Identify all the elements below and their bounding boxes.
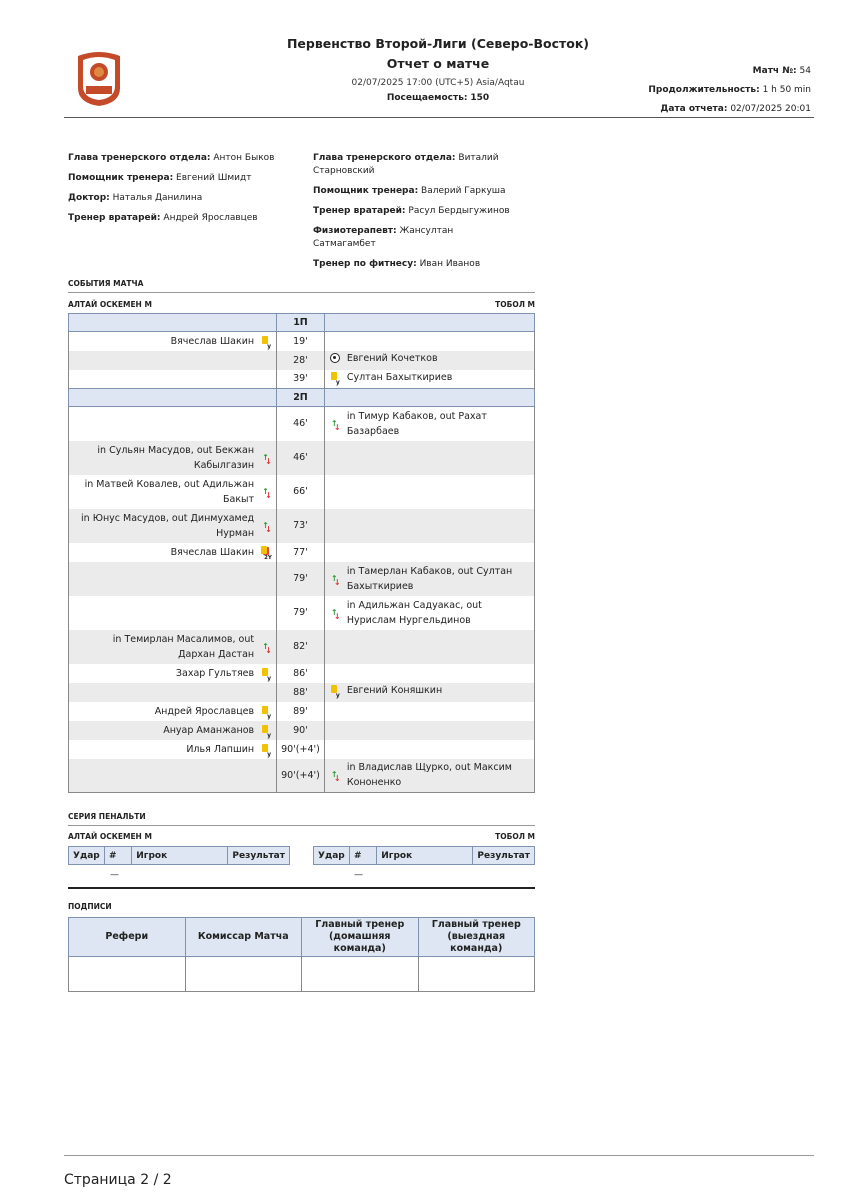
event [329, 370, 452, 385]
duration-value: 1 h 50 min [762, 85, 811, 95]
staff-role: Глава тренерского отдела: [313, 153, 456, 163]
event-minute: 77' [277, 543, 325, 562]
event-text: Евгений Кочетков [346, 352, 438, 364]
penalties-teams [68, 832, 535, 841]
home-event-cell [69, 562, 277, 596]
league-logo [74, 48, 124, 108]
event-text: in Адильжан Садуакас, out Нурислам Нургельдинов [346, 599, 482, 626]
penalty-column-header: # [349, 847, 376, 865]
event-minute: 28' [277, 351, 325, 370]
match-meta [648, 62, 811, 119]
event [329, 564, 527, 594]
attendance [200, 93, 676, 103]
away-event-cell [324, 683, 534, 702]
away-event-cell [324, 370, 534, 389]
away-event-cell [324, 740, 534, 759]
event [74, 632, 272, 662]
substitution-icon [329, 607, 341, 619]
signature-column-header: Комиссар Матча [185, 918, 302, 957]
penalties-bottom-rule [68, 887, 535, 889]
event-text: in Тимур Кабаков, out Рахат Базарбаев [346, 410, 487, 437]
staff-name: Евгений Шмидт [176, 173, 252, 183]
event-row [69, 702, 535, 721]
substitution-icon [329, 769, 341, 781]
staff-name: Андрей Ярославцев [163, 213, 258, 223]
event [176, 666, 272, 681]
penalties-away-team: ТОБОЛ М [495, 832, 535, 841]
half-header-cell [69, 389, 277, 407]
substitution-icon [260, 641, 272, 653]
event-minute: 46' [277, 441, 325, 475]
event [171, 334, 273, 349]
penalty-column-header: # [104, 847, 131, 865]
half-header-row [69, 314, 535, 332]
substitution-icon [260, 452, 272, 464]
away-event-cell [324, 475, 534, 509]
staff-name: Жансултан Сатмагамбет [313, 226, 454, 249]
staff-name: Иван Иванов [419, 259, 481, 269]
away-event-cell [324, 509, 534, 543]
events-divider [68, 292, 535, 293]
signature-column-header: Главный тренер (домашняя команда) [302, 918, 419, 957]
away-event-cell [324, 759, 534, 793]
event-text: in Юнус Масудов, out Динмухамед Нурман [81, 512, 255, 539]
staff-name: Валерий Гаркуша [421, 186, 506, 196]
staff-name: Наталья Данилина [112, 193, 203, 203]
home-event-cell [69, 759, 277, 793]
away-event-cell [324, 332, 534, 351]
event-minute: 82' [277, 630, 325, 664]
staff-row [68, 152, 298, 165]
attendance-label: Посещаемость: [386, 93, 468, 103]
event-text: in Владислав Щурко, out Максим Кононенко [346, 762, 512, 789]
half-label: 1П [277, 314, 325, 332]
away-event-cell [324, 543, 534, 562]
events-caption: СОБЫТИЯ МАТЧА [68, 279, 144, 288]
yellow-card-icon [260, 335, 272, 347]
staff-name: Виталий Старновский [313, 153, 499, 176]
event-row [69, 630, 535, 664]
half-header-cell [324, 314, 534, 332]
yellow-card-icon [260, 724, 272, 736]
staff-row [313, 185, 513, 198]
substitution-icon [260, 520, 272, 532]
event-text: in Тамерлан Кабаков, out Султан Бахыткириев [346, 565, 513, 592]
event-text: Захар Гультяев [175, 667, 255, 679]
staff-role: Физиотерапевт: [313, 226, 397, 236]
event-row [69, 543, 535, 562]
away-event-cell [324, 596, 534, 630]
staff-row [313, 205, 513, 218]
report-date-value: 02/07/2025 20:01 [730, 104, 811, 114]
signature-cell[interactable] [69, 957, 186, 992]
yellow-card-icon [260, 705, 272, 717]
event-minute: 39' [277, 370, 325, 389]
footer-divider [64, 1155, 814, 1156]
event [74, 443, 272, 473]
home-event-cell [69, 664, 277, 683]
goal-icon [329, 352, 341, 364]
league-title: Первенство Второй-Лиги (Северо-Восток) [286, 36, 590, 51]
event-row [69, 683, 535, 702]
yellow-card-icon [260, 743, 272, 755]
events-home-team: АЛТАЙ ОСКЕМЕН М [68, 300, 152, 309]
event-row [69, 562, 535, 596]
penalties-caption: СЕРИЯ ПЕНАЛЬТИ [68, 812, 146, 821]
home-event-cell [69, 441, 277, 475]
header-divider [64, 117, 814, 118]
home-event-cell [69, 509, 277, 543]
event-minute: 88' [277, 683, 325, 702]
event-row [69, 509, 535, 543]
away-event-cell [324, 441, 534, 475]
staff-row [68, 172, 298, 185]
away-penalties-empty: — [354, 870, 363, 880]
match-datetime: 02/07/2025 17:00 (UTC+5) Asia/Aqtau [351, 78, 525, 88]
away-event-cell [324, 407, 534, 441]
half-header-row [69, 389, 535, 407]
signature-column-header: Рефери [69, 918, 186, 957]
penalty-column-header: Игрок [132, 847, 228, 865]
event-row [69, 759, 535, 793]
event-row [69, 351, 535, 370]
event-text: Евгений Коняшкин [346, 684, 443, 696]
event-minute: 73' [277, 509, 325, 543]
penalties-divider [68, 825, 535, 826]
event [329, 351, 438, 366]
event-text: Вячеслав Шакин [170, 335, 255, 347]
away-event-cell [324, 630, 534, 664]
home-event-cell [69, 702, 277, 721]
event-row [69, 441, 535, 475]
staff-role: Помощник тренера: [313, 186, 419, 196]
signature-cell[interactable] [185, 957, 302, 992]
home-event-cell [69, 332, 277, 351]
event-minute: 46' [277, 407, 325, 441]
event-minute: 79' [277, 596, 325, 630]
second-yellow-card-icon [260, 546, 272, 558]
event-minute: 79' [277, 562, 325, 596]
staff-role: Глава тренерского отдела: [68, 153, 211, 163]
event-minute: 66' [277, 475, 325, 509]
away-event-cell [324, 562, 534, 596]
penalties-home-team: АЛТАЙ ОСКЕМЕН М [68, 832, 152, 841]
event [329, 683, 442, 698]
event-row [69, 664, 535, 683]
home-event-cell [69, 370, 277, 389]
home-event-cell [69, 351, 277, 370]
yellow-card-icon [329, 371, 341, 383]
event-text: Вячеслав Шакин [170, 546, 255, 558]
away-staff-list [313, 152, 513, 278]
event-text: in Сульян Масудов, out Бекжан Кабылгазин [97, 444, 255, 471]
events-table [68, 313, 535, 793]
yellow-card-icon [260, 667, 272, 679]
staff-name: Расул Бердыгужинов [408, 206, 510, 216]
staff-row [313, 258, 513, 271]
penalty-column-header: Удар [69, 847, 105, 865]
event [74, 477, 272, 507]
half-label: 2П [277, 389, 325, 407]
staff-row [68, 192, 298, 205]
event-minute: 90'(+4') [277, 759, 325, 793]
event [171, 545, 273, 560]
event [329, 598, 527, 628]
half-header-cell [324, 389, 534, 407]
penalty-column-header: Результат [473, 847, 535, 865]
event [74, 511, 272, 541]
signatures-table [68, 917, 535, 992]
substitution-icon [329, 418, 341, 430]
event [155, 704, 272, 719]
staff-role: Тренер вратарей: [68, 213, 161, 223]
event-text: in Темирлан Масалимов, out Дархан Дастан [112, 633, 255, 660]
event [186, 742, 272, 757]
staff-role: Тренер по фитнесу: [313, 259, 417, 269]
event-minute: 19' [277, 332, 325, 351]
signature-cell[interactable] [302, 957, 419, 992]
home-penalties-empty: — [110, 870, 119, 880]
home-penalties-table [68, 846, 290, 865]
away-penalties-table [313, 846, 535, 865]
event-row [69, 407, 535, 441]
home-event-cell [69, 630, 277, 664]
event-minute: 90' [277, 721, 325, 740]
event-minute: 90'(+4') [277, 740, 325, 759]
staff-role: Тренер вратарей: [313, 206, 406, 216]
event [329, 409, 527, 439]
staff-name: Антон Быков [213, 153, 275, 163]
event-row [69, 370, 535, 389]
event-row [69, 596, 535, 630]
event [163, 723, 272, 738]
substitution-icon [329, 573, 341, 585]
event-minute: 89' [277, 702, 325, 721]
event [329, 760, 527, 790]
report-date-label: Дата отчета: [660, 104, 728, 114]
duration-label: Продолжительность: [648, 85, 760, 95]
event-text: in Матвей Ковалев, out Адильжан Бакыт [84, 478, 255, 505]
home-event-cell [69, 407, 277, 441]
events-away-team: ТОБОЛ М [495, 300, 535, 309]
signatures-caption: ПОДПИСИ [68, 902, 112, 911]
half-header-cell [69, 314, 277, 332]
match-no-value: 54 [799, 66, 811, 76]
event-row [69, 332, 535, 351]
event-text: Илья Лапшин [186, 743, 255, 755]
away-event-cell [324, 664, 534, 683]
staff-row [313, 152, 513, 178]
page-number: Страница 2 / 2 [64, 1172, 172, 1188]
substitution-icon [260, 486, 272, 498]
away-event-cell [324, 702, 534, 721]
attendance-value: 150 [470, 93, 490, 103]
event-text: Андрей Ярославцев [154, 705, 255, 717]
home-event-cell [69, 543, 277, 562]
event-text: Султан Бахыткириев [346, 371, 453, 383]
home-event-cell [69, 475, 277, 509]
event-row [69, 740, 535, 759]
home-event-cell [69, 596, 277, 630]
signature-column-header: Главный тренер (выездная команда) [418, 918, 535, 957]
penalty-column-header: Игрок [377, 847, 473, 865]
away-event-cell [324, 351, 534, 370]
home-staff-list [68, 152, 298, 232]
penalty-column-header: Удар [314, 847, 350, 865]
event-text: Ануар Аманжанов [163, 724, 255, 736]
staff-row [68, 212, 298, 225]
home-event-cell [69, 683, 277, 702]
yellow-card-icon [329, 684, 341, 696]
penalty-column-header: Результат [228, 847, 290, 865]
staff-role: Помощник тренера: [68, 173, 174, 183]
event-row [69, 475, 535, 509]
event-row [69, 721, 535, 740]
signature-cell[interactable] [418, 957, 535, 992]
events-teams [68, 300, 535, 309]
report-title: Отчет о матче [386, 56, 490, 71]
staff-role: Доктор: [68, 193, 110, 203]
staff-row [313, 225, 513, 251]
home-event-cell [69, 740, 277, 759]
away-event-cell [324, 721, 534, 740]
match-no-label: Матч №: [752, 66, 797, 76]
home-event-cell [69, 721, 277, 740]
event-minute: 86' [277, 664, 325, 683]
